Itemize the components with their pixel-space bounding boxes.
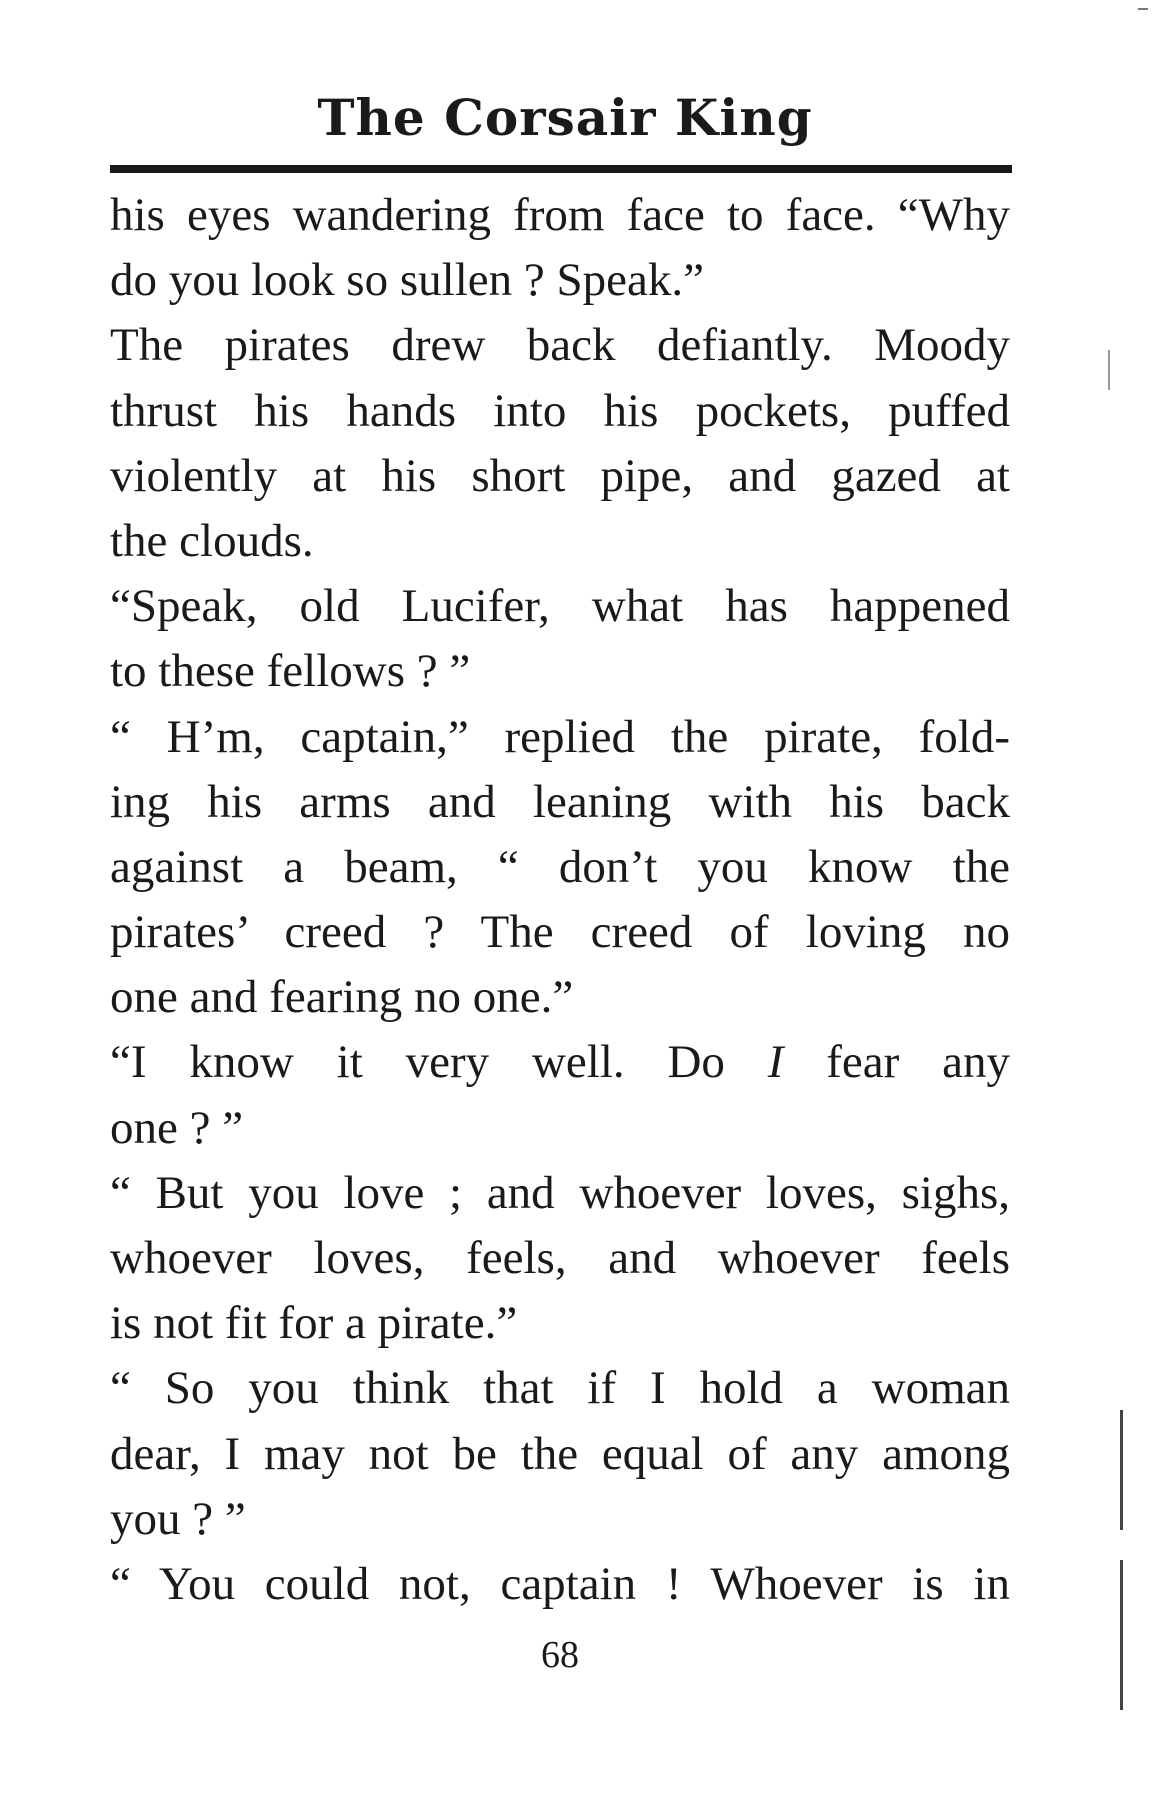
text-line: “ H’m, captain,” replied the pirate, fold- xyxy=(110,710,1010,763)
text-line: “ But you love ; and whoever loves, sighs, xyxy=(110,1166,1010,1219)
text-line: The pirates drew back defiantly. Moody xyxy=(110,319,1010,372)
scan-artifact xyxy=(1138,8,1148,10)
text-line: dear, I may not be the equal of any among xyxy=(110,1427,1010,1480)
scan-artifact xyxy=(1120,1410,1123,1530)
text-line: “ You could not, captain ! Whoever is in xyxy=(110,1557,1010,1610)
text-line: thrust his hands into his pockets, puffed xyxy=(110,384,1010,437)
text-line: to these fellows ? ” xyxy=(110,645,471,698)
text-line: is not fit for a pirate.” xyxy=(110,1297,518,1350)
running-head: The Corsair King xyxy=(317,88,813,147)
header-rule xyxy=(110,165,1012,173)
text-run: “I know it very well. Do xyxy=(110,1036,768,1089)
text-line: do you look so sullen ? Speak.” xyxy=(110,254,704,307)
scan-artifact xyxy=(1108,350,1110,390)
text-line xyxy=(110,1030,1010,1095)
page-number: 68 xyxy=(541,1634,579,1676)
text-line: “Speak, old Lucifer, what has happened xyxy=(110,580,1010,633)
scan-artifact xyxy=(1120,1560,1123,1710)
text-line: “ So you think that if I hold a woman xyxy=(110,1362,1010,1415)
text-line: violently at his short pipe, and gazed at xyxy=(110,449,1010,502)
body-text xyxy=(110,183,1010,1617)
text-line: whoever loves, feels, and whoever feels xyxy=(110,1232,1010,1284)
text-line: his eyes wandering from face to face. “Why xyxy=(110,189,1010,241)
text-run: fear any xyxy=(783,1036,1010,1089)
text-line: one ? ” xyxy=(110,1101,244,1154)
text-line: pirates’ creed ? The creed of loving no xyxy=(110,906,1010,959)
text-line: one and fearing no one.” xyxy=(110,971,574,1024)
text-line: against a beam, “ don’t you know the xyxy=(110,840,1010,893)
text-line: you ? ” xyxy=(110,1492,246,1545)
text-line: ing his arms and leaning with his back xyxy=(110,775,1010,828)
text-line: the clouds. xyxy=(110,514,314,567)
italic-text-run: I xyxy=(767,1036,784,1089)
